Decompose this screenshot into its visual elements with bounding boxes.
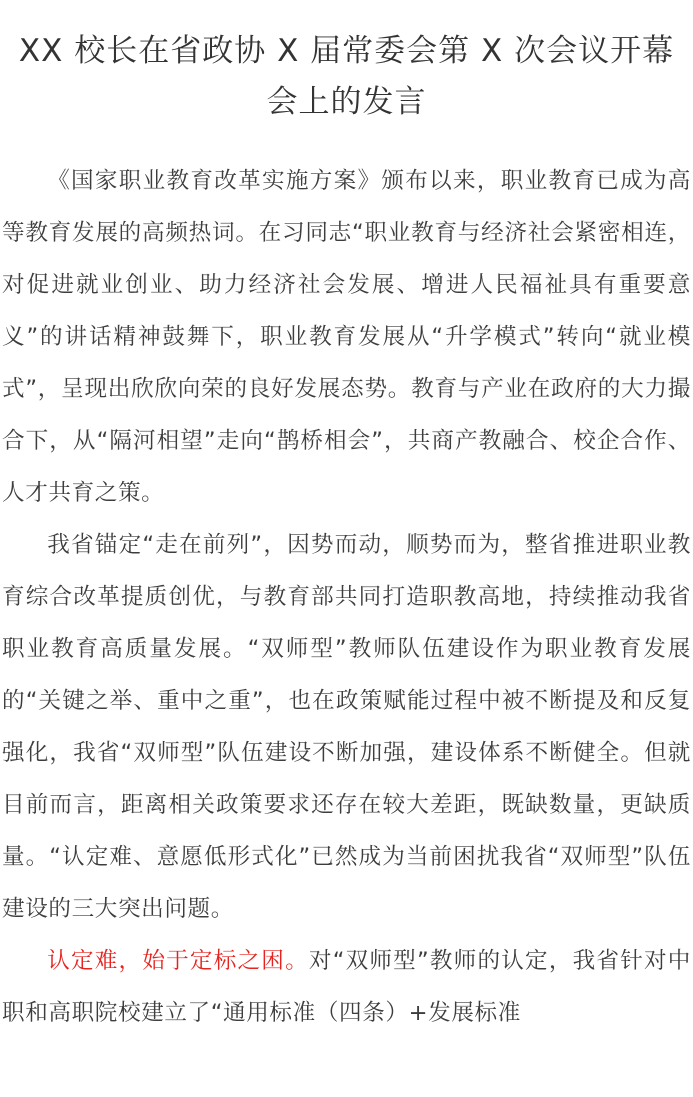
document-title: XX 校长在省政协 X 届常委会第 X 次会议开幕会上的发言 xyxy=(18,33,675,120)
paragraph-3 xyxy=(2,935,691,1039)
document-body xyxy=(2,155,691,1039)
paragraph-2-text: 我省锚定“走在前列”，因势而动，顺势而为，整省推进职业教育综合改革提质创优，与教育部共同打造职教高地，持续推动我省职业教育高质量发展。“双师型”教师队伍建设作为职业教育发展的“关键之举、重中之重”，也在政策赋能过程中被不断提及和反复强化，我省“双师型”队伍建设不断加强，建设体系不断健全。但就目前而言，距离相关政策要求还存在较大差距，既缺数量，更缺质量。“认定难、意愿低形式化”已然成为当前困扰我省“双师型”队伍建设的三大突出问题。 xyxy=(2,532,691,922)
paragraph-3-highlight: 认定难，始于定标之困。 xyxy=(47,948,309,974)
paragraph-3-text: 对“双师型”教师的认定，我省针对中职和高职院校建立了“通用标准（四条）+发展标准 xyxy=(2,948,691,1026)
paragraph-1 xyxy=(2,155,691,519)
paragraph-1-text: 《国家职业教育改革实施方案》颁布以来，职业教育已成为高等教育发展的高频热词。在习同志“职业教育与经济社会紧密相连，对促进就业创业、助力经济社会发展、增进人民福祉具有重要意义”的讲话精神鼓舞下，职业教育发展从“升学模式”转向“就业模式”，呈现出欣欣向荣的良好发展态势。教育与产业在政府的大力撮合下，从“隔河相望”走向“鹊桥相会”，共商产教融合、校企合作、人才共育之策。 xyxy=(2,168,691,506)
paragraph-2 xyxy=(2,519,691,935)
